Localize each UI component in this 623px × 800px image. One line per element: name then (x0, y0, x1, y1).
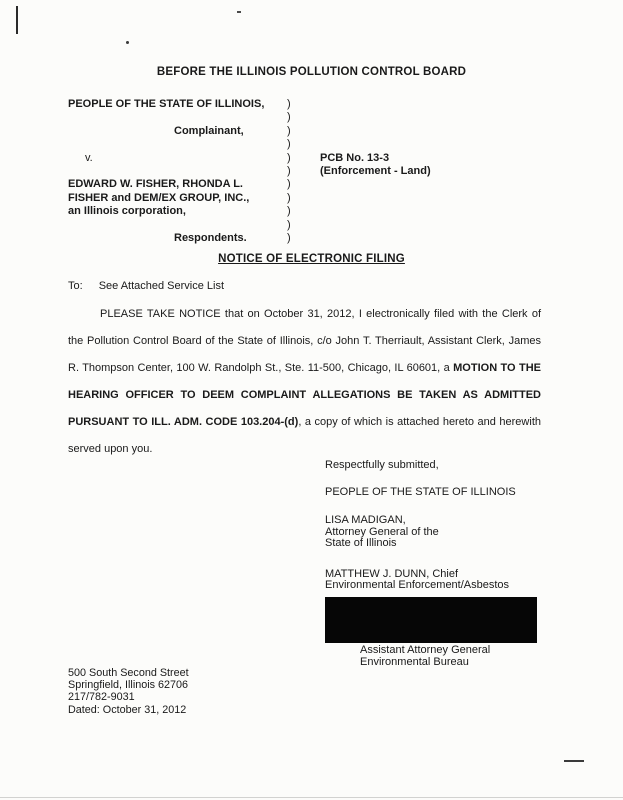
body-text-opening: PLEASE TAKE NOTICE that on October 31, 2012, I electronically filed with the Clerk of the Pollution Control Board of the State of Illinois, c/o John T. Therriault, Assistant Clerk, James R. Thompson Center, 100 W. Randolph St., Ste. 11-500, Chicago, IL 60601, a (68, 308, 541, 374)
address-line-1: 500 South Second Street (68, 667, 189, 679)
chief-division: Environmental Enforcement/Asbestos (325, 579, 510, 592)
caption-row (68, 219, 431, 232)
caption-paren: ) (287, 205, 291, 218)
aag-title: Assistant Attorney General (360, 643, 491, 656)
dated-line: Dated: October 31, 2012 (68, 703, 187, 716)
caption-right-cell (320, 178, 431, 191)
caption-row (68, 98, 431, 111)
caption-left-cell (68, 219, 287, 232)
caption-paren: ) (287, 111, 291, 124)
redaction-box (325, 597, 537, 643)
aag-bureau: Environmental Bureau (360, 655, 469, 668)
caption-right-cell (320, 111, 431, 124)
caption-row (68, 205, 431, 218)
caption-right-cell (320, 138, 431, 151)
body-text-closing: , a copy of which is attached hereto and herewith served upon you. (68, 416, 541, 455)
caption-paren: ) (287, 151, 291, 164)
caption-right-cell (320, 219, 431, 232)
caption-row (68, 125, 431, 138)
caption-left-cell (68, 138, 287, 151)
caption-row (68, 152, 431, 165)
caption-paren: ) (287, 165, 291, 178)
caption-right-cell (320, 192, 431, 205)
respondent-line-2: FISHER and DEM/EX GROUP, INC., (68, 191, 250, 204)
respondent-role: Respondents. (174, 232, 247, 245)
caption-paren: ) (287, 218, 291, 231)
caption-paren: ) (287, 232, 291, 245)
court-title: BEFORE THE ILLINOIS POLLUTION CONTROL BOARD (156, 66, 467, 78)
to-value: See Attached Service List (98, 280, 225, 292)
attorney-general-group (325, 515, 537, 550)
versus: v. (85, 151, 93, 164)
caption-paren: ) (287, 124, 291, 137)
caption-row (68, 165, 431, 178)
to-label: To: (68, 280, 83, 292)
notice-heading: NOTICE OF ELECTRONIC FILING (218, 253, 405, 265)
signature-party: PEOPLE OF THE STATE OF ILLINOIS (325, 486, 516, 498)
to-line (68, 280, 224, 292)
case-caption (68, 98, 431, 245)
caption-left-cell (68, 111, 287, 124)
chief-name: MATTHEW J. DUNN, Chief (325, 567, 459, 580)
caption-paren: ) (287, 191, 291, 204)
caption-paren: ) (287, 98, 291, 110)
case-number: PCB No. 13-3 (320, 151, 390, 164)
complainant-name: PEOPLE OF THE STATE OF ILLINOIS, (68, 98, 265, 110)
caption-right-cell (320, 232, 431, 245)
caption-row (68, 138, 431, 151)
respondent-line-3: an Illinois corporation, (68, 205, 186, 218)
respondent-line-1: EDWARD W. FISHER, RHONDA L. (68, 178, 243, 191)
footer-address-block (68, 667, 189, 716)
scan-artifact-dot (237, 11, 241, 13)
caption-row (68, 232, 431, 245)
ag-title-line-2: State of Illinois (325, 537, 397, 550)
respectfully-submitted: Respectfully submitted, (325, 459, 439, 471)
caption-right-cell (320, 125, 431, 138)
division-chief-group (325, 569, 537, 592)
notice-body (68, 301, 541, 463)
assistant-ag-group (360, 645, 537, 668)
ag-title-line-1: Attorney General of the (325, 525, 439, 538)
signature-block (325, 459, 537, 668)
case-type: (Enforcement - Land) (320, 165, 431, 178)
scan-artifact-dot (564, 760, 584, 762)
scan-artifact-edge (0, 797, 623, 798)
caption-row (68, 192, 431, 205)
caption-left-cell (68, 165, 287, 178)
ag-name: LISA MADIGAN, (325, 514, 406, 526)
complainant-role: Complainant, (174, 124, 244, 137)
caption-right-cell (320, 98, 431, 111)
caption-right-cell (320, 205, 431, 218)
caption-paren: ) (287, 138, 291, 151)
scan-artifact-line (16, 6, 18, 34)
phone-number: 217/782-9031 (68, 691, 135, 704)
body-text-motion-title: MOTION TO THE HEARING OFFICER TO DEEM COMPLAINT ALLEGATIONS BE TAKEN AS ADMITTED PURSUANT TO ILL. ADM. CODE 103.204-(d) (68, 362, 541, 428)
caption-paren: ) (287, 178, 291, 191)
address-line-2: Springfield, Illinois 62706 (68, 679, 189, 692)
scan-artifact-dot (126, 41, 129, 44)
caption-row (68, 178, 431, 191)
caption-row (68, 111, 431, 124)
